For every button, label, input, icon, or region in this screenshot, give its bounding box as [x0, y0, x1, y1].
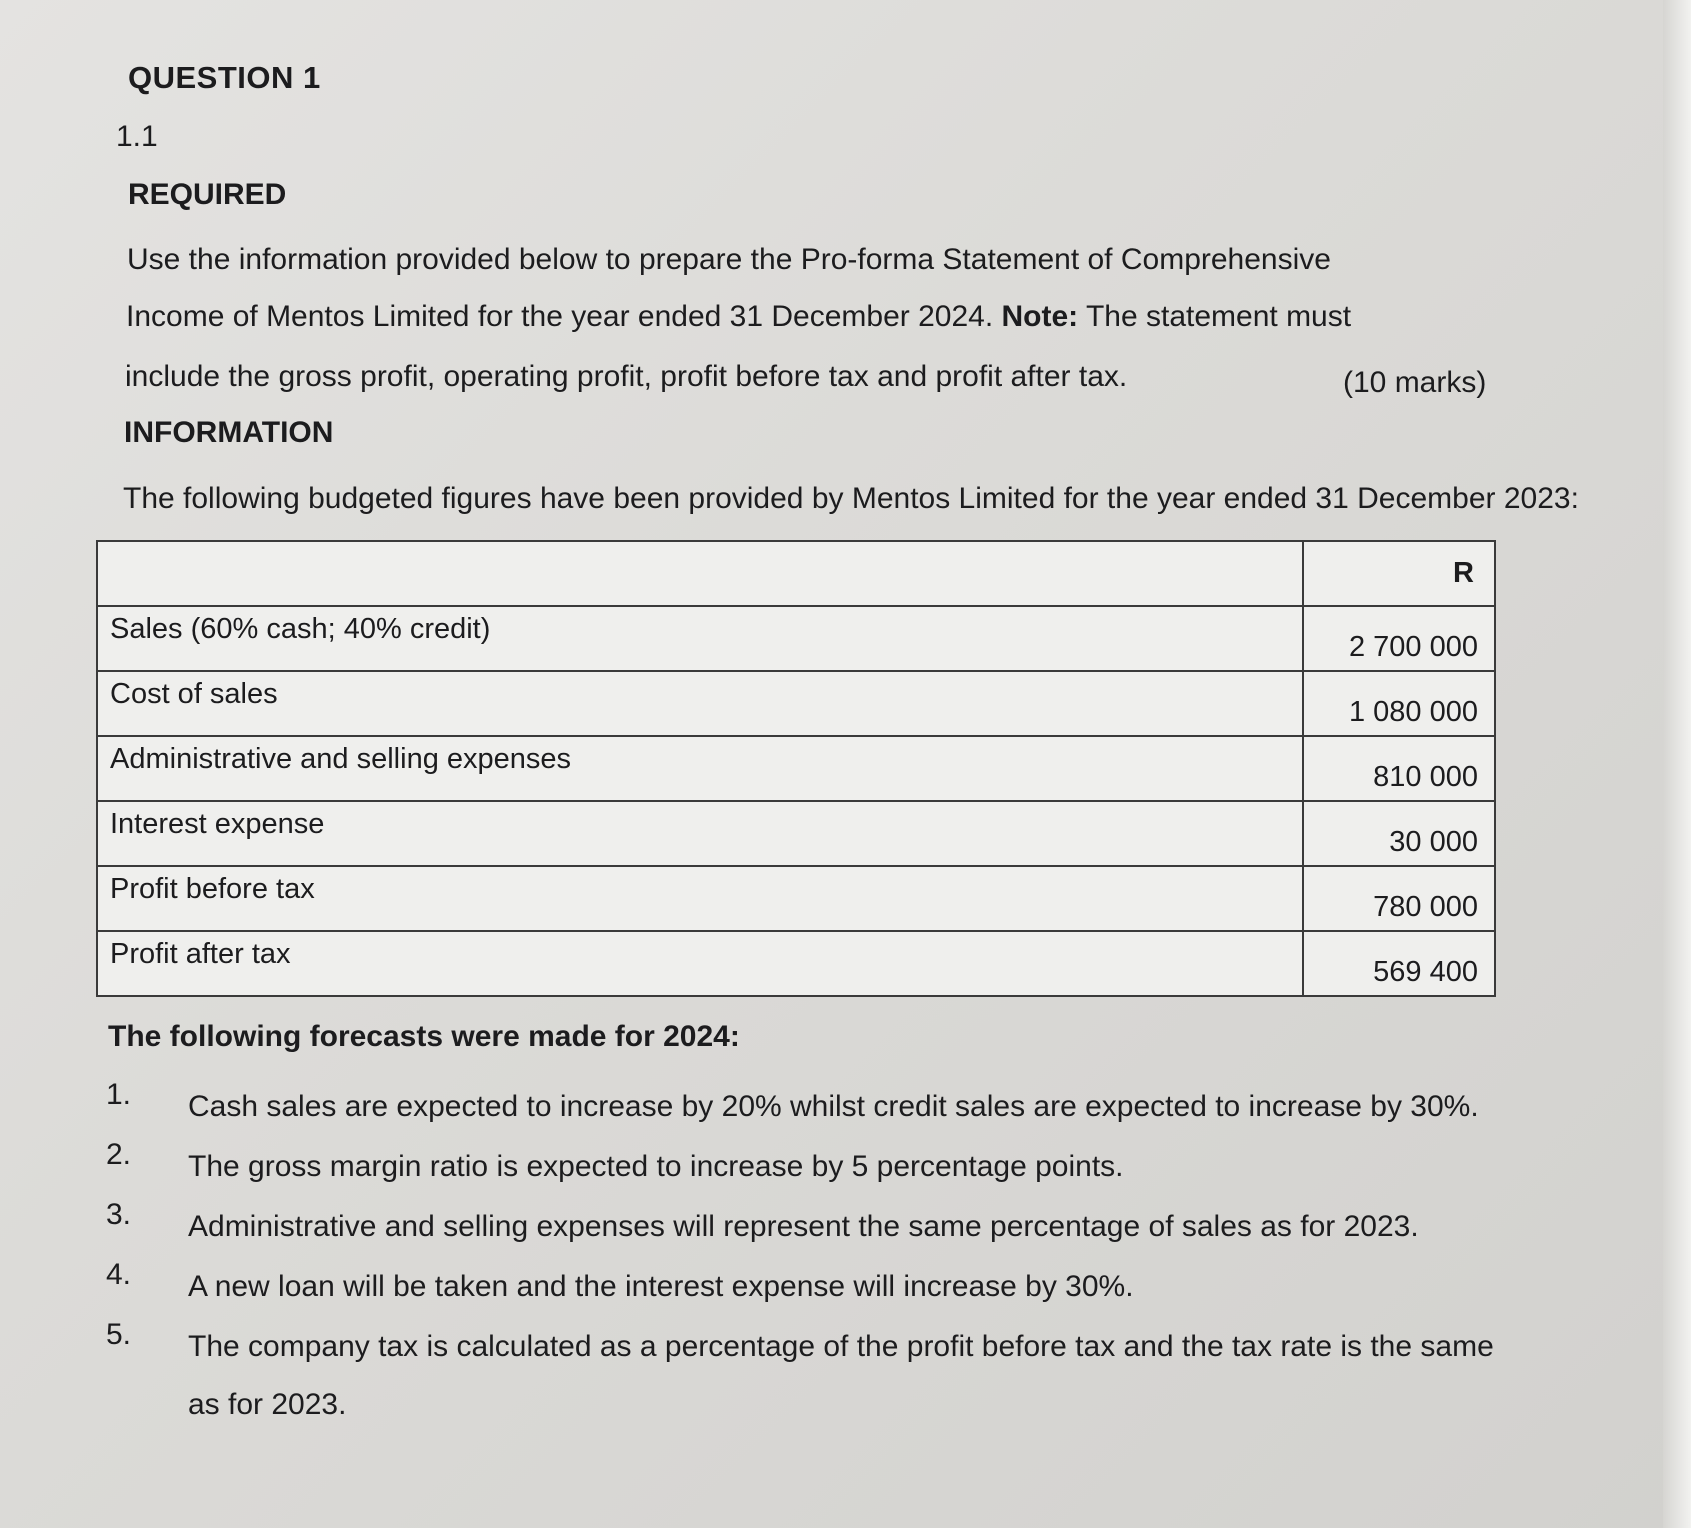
list-item-number: 5.: [106, 1318, 132, 1351]
list-item: [96, 1258, 1516, 1318]
required-heading: REQUIRED: [128, 178, 287, 211]
table-row: [97, 931, 1495, 996]
note-label: Note:: [1001, 300, 1079, 333]
table-row: [97, 671, 1495, 736]
list-item: [96, 1138, 1516, 1198]
budget-table: [96, 540, 1496, 997]
list-item-number: 4.: [106, 1258, 132, 1291]
row-label: Sales (60% cash; 40% credit): [97, 606, 1303, 671]
row-label: Interest expense: [97, 801, 1303, 866]
table-row: [97, 736, 1495, 801]
required-text-line-2-part-b: The statement must: [1085, 300, 1352, 333]
required-text-line-1: Use the information provided below to prepare the Pro-forma Statement of Comprehensive: [127, 243, 1331, 276]
list-item-number: 2.: [106, 1138, 132, 1171]
row-label: Administrative and selling expenses: [97, 736, 1303, 801]
list-item-text: A new loan will be taken and the interest expense will increase by 30%.: [188, 1270, 1134, 1303]
row-label: Profit before tax: [97, 866, 1303, 931]
row-amount: 780 000: [1303, 866, 1495, 931]
forecast-list: [96, 1078, 1516, 1438]
row-label: Cost of sales: [97, 671, 1303, 736]
currency-header: R: [1303, 541, 1495, 606]
page-edge: [1663, 0, 1691, 1528]
header-empty-cell: [97, 541, 1303, 606]
list-item: [96, 1078, 1516, 1138]
list-item-number: 3.: [106, 1198, 132, 1231]
required-text-line-2-part-a: Income of Mentos Limited for the year ended 31 December 2024.: [126, 300, 994, 333]
table-row: [97, 606, 1495, 671]
row-amount: 1 080 000: [1303, 671, 1495, 736]
row-amount: 2 700 000: [1303, 606, 1495, 671]
table-row: [97, 866, 1495, 931]
forecast-heading: The following forecasts were made for 2024:: [108, 1020, 740, 1053]
row-label: Profit after tax: [97, 931, 1303, 996]
information-intro: The following budgeted figures have been provided by Mentos Limited for the year ended 31 December 2023:: [123, 482, 1579, 515]
marks-label: (10 marks): [1343, 366, 1487, 399]
required-text-line-3: include the gross profit, operating profit, profit before tax and profit after tax.: [125, 360, 1128, 393]
table-row: [97, 801, 1495, 866]
list-item-text: The company tax is calculated as a percentage of the profit before tax and the tax rate is the same as for 2023.: [188, 1330, 1494, 1421]
information-heading: INFORMATION: [124, 416, 334, 449]
question-number: 1.1: [116, 120, 158, 153]
list-item-text: The gross margin ratio is expected to increase by 5 percentage points.: [188, 1150, 1124, 1183]
table-header-row: [97, 541, 1495, 606]
row-amount: 30 000: [1303, 801, 1495, 866]
list-item-number: 1.: [106, 1078, 132, 1111]
list-item-text: Cash sales are expected to increase by 20% whilst credit sales are expected to increase by 30%.: [188, 1090, 1479, 1123]
list-item-text: Administrative and selling expenses will represent the same percentage of sales as for 2023.: [188, 1210, 1419, 1243]
question-title: QUESTION 1: [128, 60, 321, 95]
list-item: [96, 1318, 1516, 1438]
list-item: [96, 1198, 1516, 1258]
row-amount: 569 400: [1303, 931, 1495, 996]
required-text-line-2: [126, 300, 1351, 334]
row-amount: 810 000: [1303, 736, 1495, 801]
